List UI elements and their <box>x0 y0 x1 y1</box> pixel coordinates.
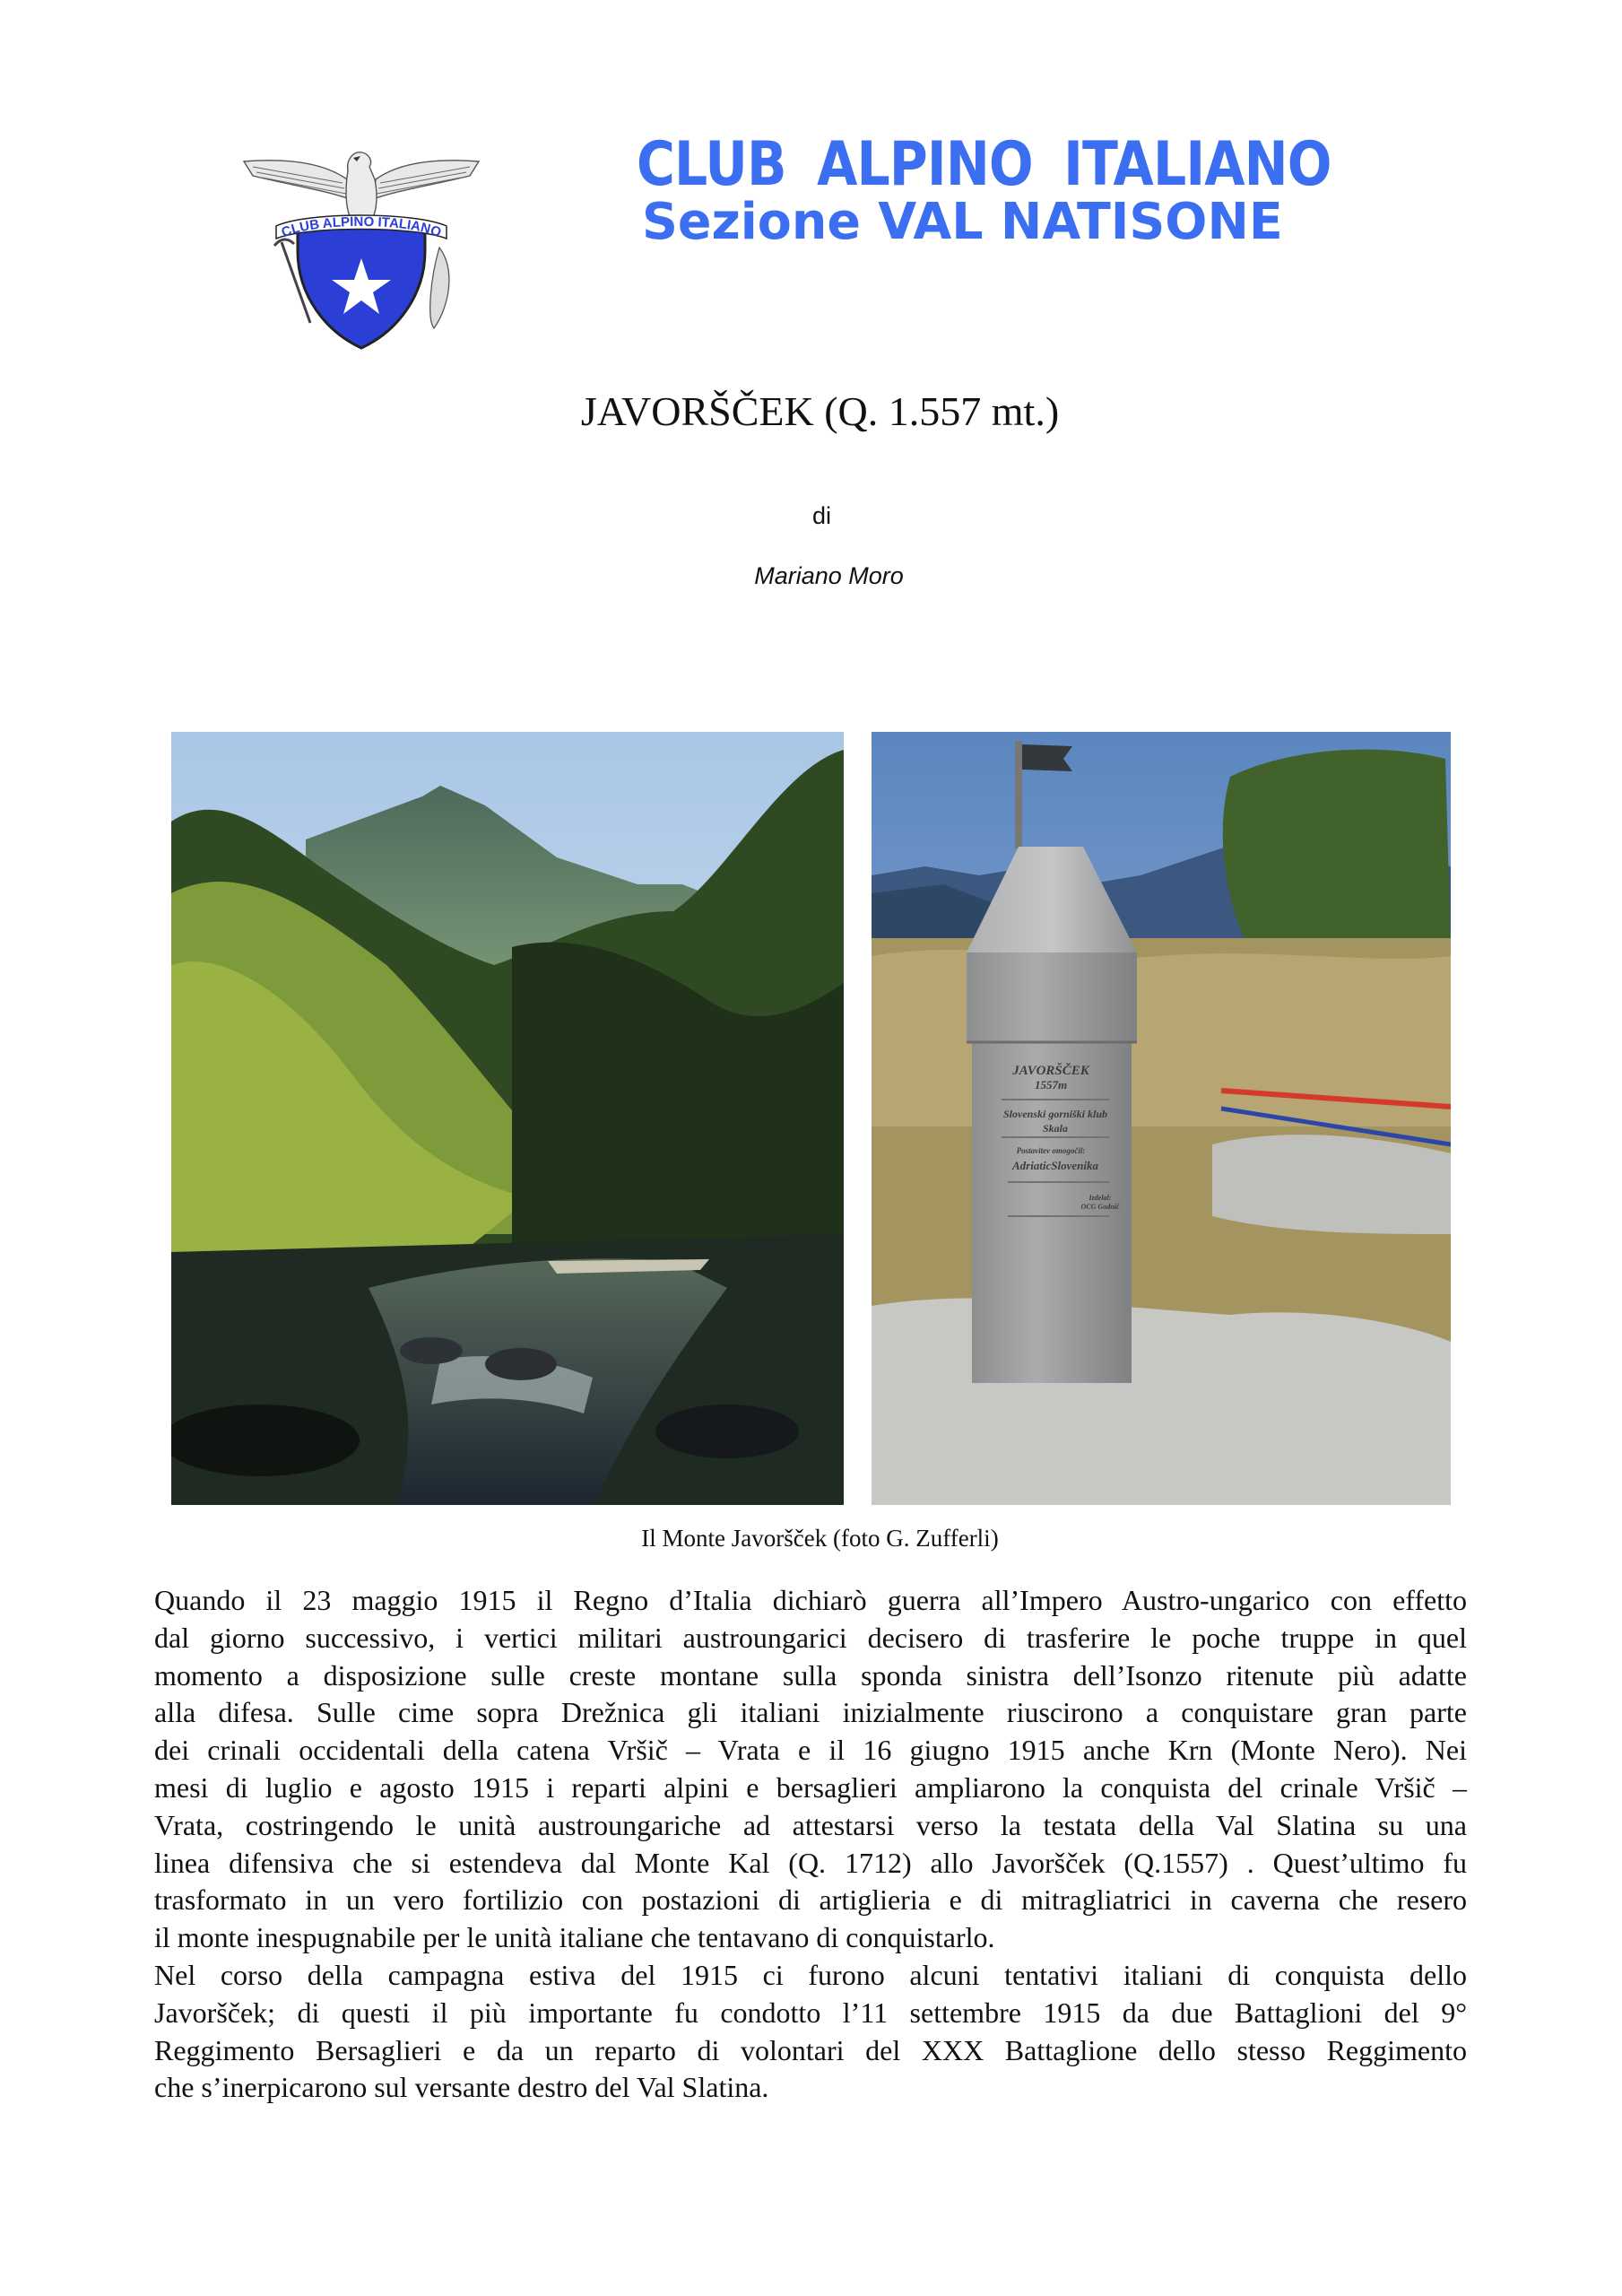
club-name-heading <box>637 129 1331 200</box>
body-line: dei crinali occidentali della catena Vršič – Vrata e il 16 giugno 1915 anche Krn (Monte Nero). Nei <box>154 1734 1467 1767</box>
body-line: Vrata, costringendo le unità austroungariche ad attestarsi verso la testata della Val Slatina su una <box>154 1808 1467 1841</box>
plate-sponsor: AdriaticSlovenika <box>1011 1159 1099 1172</box>
section-name-heading: Sezione VAL NATISONE <box>642 193 1283 251</box>
body-line: mesi di luglio e agosto 1915 i reparti alpini e bersaglieri ampliarono la conquista del crinale Vršič – <box>154 1770 1467 1804</box>
author-name: Mariano Moro <box>754 562 904 589</box>
plate-sponsor-label: Postavitev omogočil: <box>1016 1146 1086 1155</box>
body-line: Nel corso della campagna estiva del 1915 ci furono alcuni tentativi italiani di conquista dello <box>154 1958 1467 1991</box>
club-word-alpino: ALPINO <box>817 129 1033 200</box>
summit-box-image <box>872 732 1451 1505</box>
article-body <box>154 1582 1467 2107</box>
plate-maker-label: Izdelal: <box>1089 1194 1112 1202</box>
body-line: dal giorno successivo, i vertici militari austroungarici decisero di trasferire le poche truppe in quel <box>154 1621 1467 1654</box>
body-line: linea difensiva che si estendeva dal Monte Kal (Q. 1712) allo Javorščеk (Q.1557) . Quest’ultimo fu <box>154 1846 1467 1879</box>
river-valley-image <box>171 732 844 1505</box>
body-line: alla difesa. Sulle cime sopra Drežnica gli italiani inizialmente riuscirono a conquistare gran parte <box>154 1696 1467 1729</box>
body-line: Reggimento Bersaglieri e da un reparto di volontari del XXX Battaglione dello stesso Reggimento <box>154 2033 1467 2066</box>
body-line: il monte inespugnabile per le unità italiane che tentavano di conquistarlo. <box>154 1921 995 1954</box>
plate-name: JAVORŠČEK <box>1012 1064 1089 1078</box>
club-word-club: CLUB <box>637 129 786 200</box>
byline-di: di <box>811 502 831 529</box>
plate-altitude: 1557m <box>1034 1078 1068 1091</box>
body-line: Javorščеk; di questi il più importante fu condotto l’11 settembre 1915 da due Battaglioni del 9° <box>154 1996 1467 2029</box>
cai-eagle-shield-icon <box>235 144 488 352</box>
body-line: Quando il 23 maggio 1915 il Regno d’Italia dichiarò guerra all’Impero Austro-ungarico con effetto <box>154 1584 1467 1616</box>
body-line: che s’inerpicarono sul versante destro del Val Slatina. <box>154 2071 769 2104</box>
photo-river-valley <box>171 732 844 1505</box>
logo-banner-text: CLUB ALPINO ITALIANO <box>279 213 444 241</box>
plate-maker: OCG Godnič <box>1080 1203 1120 1211</box>
plate-skala: Skala <box>1042 1122 1069 1135</box>
plate-club: Slovenski gorniški klub <box>1002 1108 1108 1120</box>
page-title: JAVORŠČEK (Q. 1.557 mt.) <box>580 388 1060 434</box>
body-line: trasformato in un vero fortilizio con postazioni di artiglieria e di mitragliatrici in caverna che resero <box>154 1883 1467 1917</box>
photo-caption: Il Monte Javorščеk (foto G. Zufferli) <box>641 1525 999 1552</box>
body-line: momento a disposizione sulle creste montane sulla sponda sinistra dell’Isonzo ritenute più adatte <box>154 1658 1467 1692</box>
cai-logo <box>235 144 488 352</box>
club-word-italiano: ITALIANO <box>1063 129 1331 200</box>
photo-summit-box <box>872 732 1451 1505</box>
